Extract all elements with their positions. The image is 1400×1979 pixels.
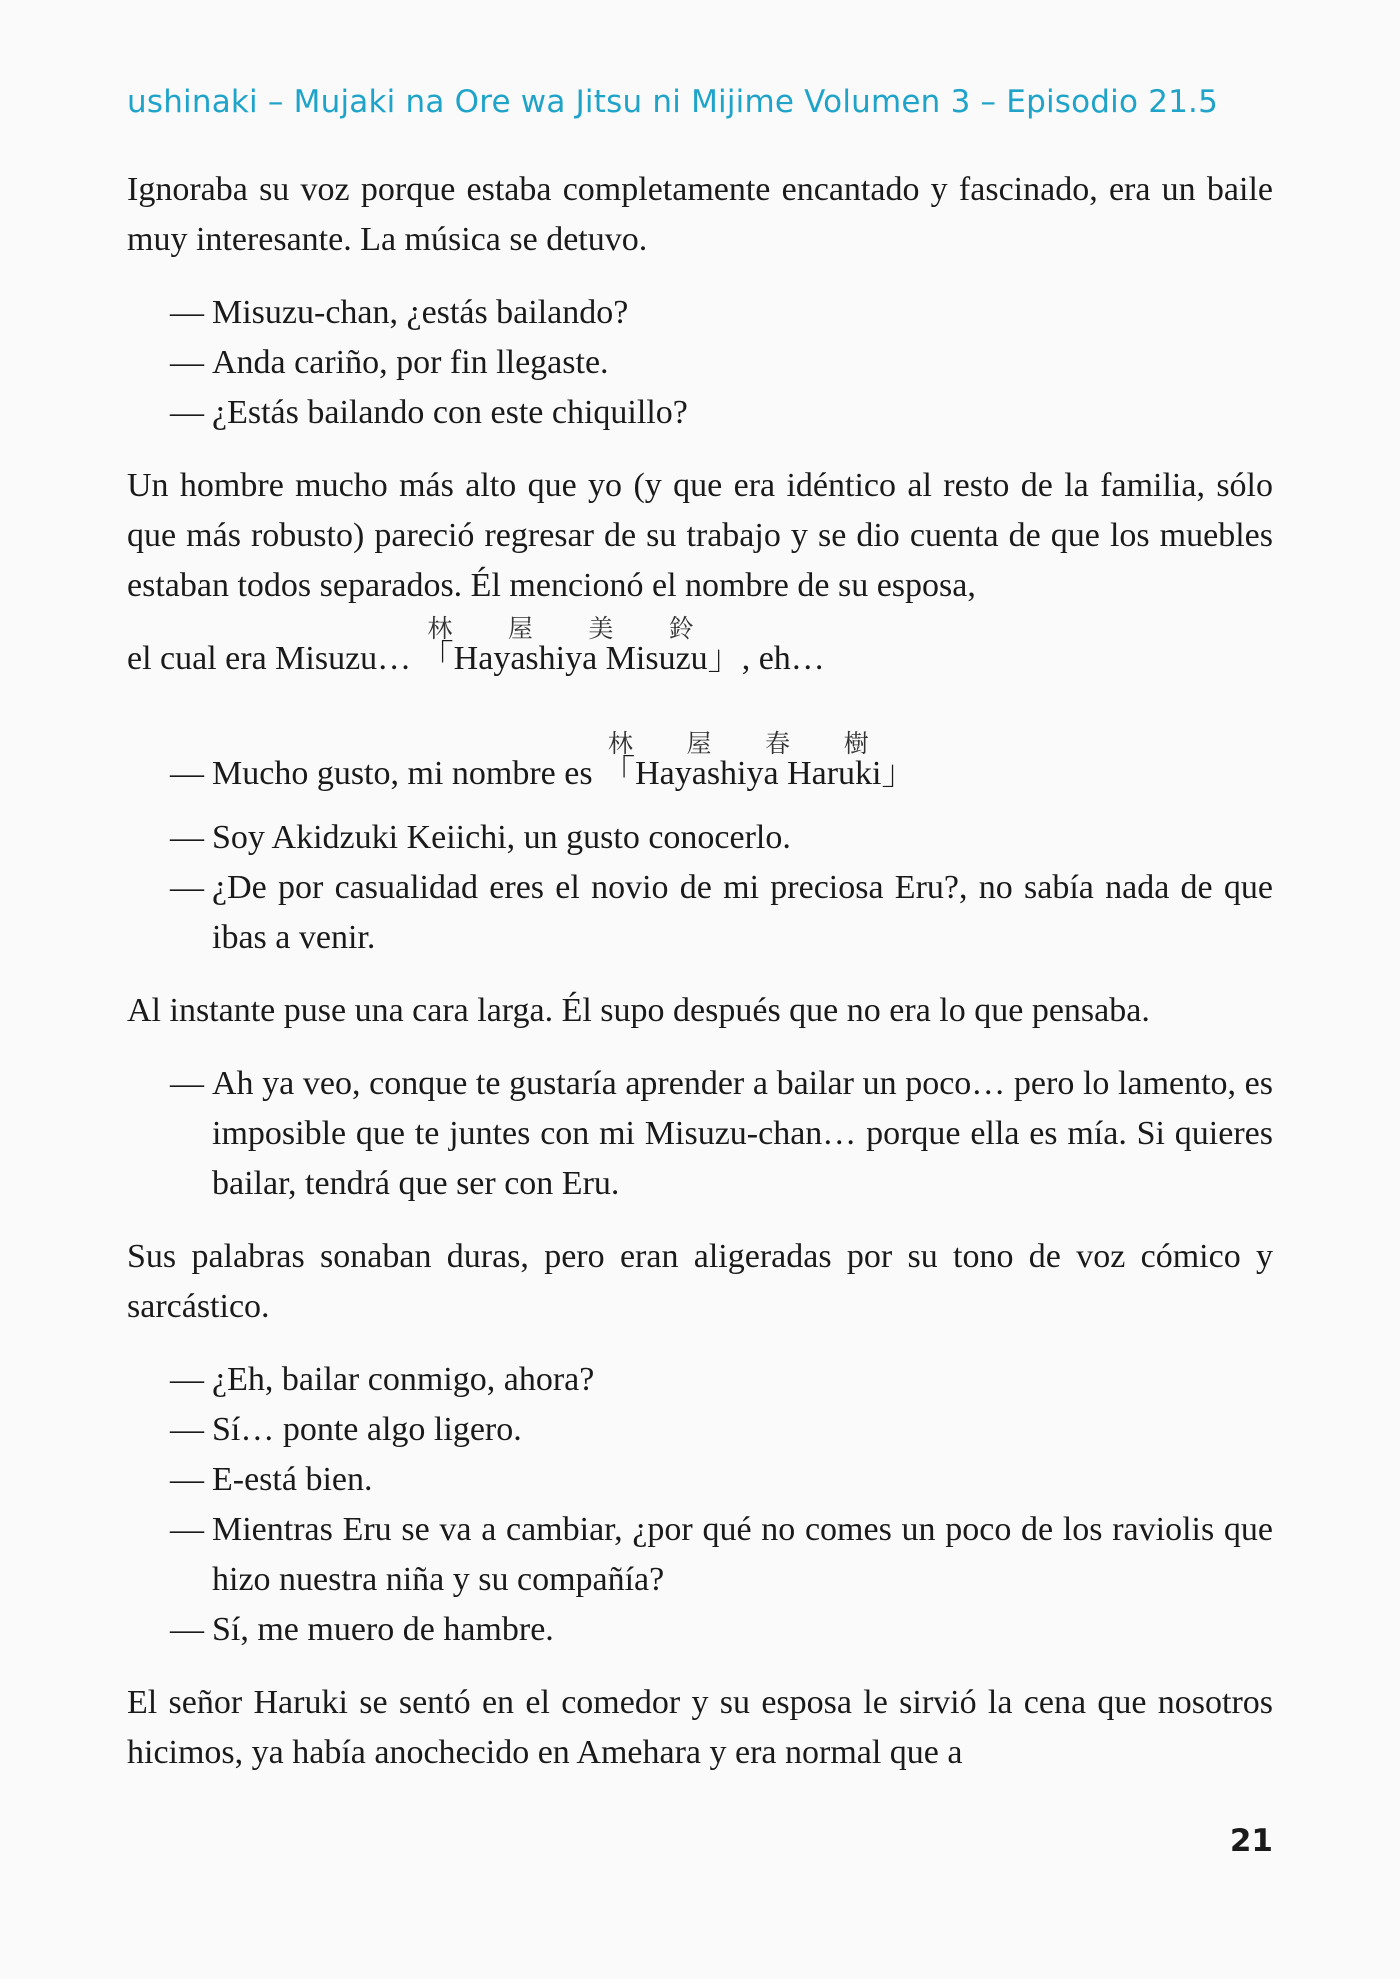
dialogue-line (127, 1605, 1273, 1655)
dialogue-line (127, 1455, 1273, 1505)
dialogue-text: Anda cariño, por fin llegaste. (212, 344, 609, 381)
dialogue-dash: — (170, 1065, 204, 1102)
dialogue-text: Mucho gusto, mi nombre es (212, 755, 602, 792)
dialogue-dash: — (170, 819, 204, 856)
dialogue-line (127, 730, 1273, 799)
dialogue-dash: — (170, 1361, 204, 1398)
paragraph: El señor Haruki se sentó en el comedor y su esposa le sirvió la cena que nosotros hicimos, ya había anochecido en Amehara y era normal que a (127, 1684, 1273, 1771)
dialogue-line (127, 813, 1273, 863)
dialogue-text: Mientras Eru se va a cambiar, ¿por qué no comes un poco de los raviolis que hizo nuestra niña y su compañía? (212, 1511, 1273, 1598)
paragraph: Al instante puse una cara larga. Él supo después que no era lo que pensaba. (127, 992, 1150, 1029)
name-with-furigana (419, 614, 742, 677)
dialogue-dash: — (170, 294, 204, 331)
ruby-kanji: 林屋春樹 (601, 729, 916, 758)
dialogue-text: ¿Eh, bailar conmigo, ahora? (212, 1361, 595, 1398)
body-text (127, 165, 1273, 1801)
dialogue-dash: — (170, 1611, 204, 1648)
paragraph-with-ruby (127, 615, 1273, 684)
dialogue-text: Misuzu-chan, ¿estás bailando? (212, 294, 629, 331)
dialogue-group (127, 288, 1273, 438)
dialogue-line (127, 338, 1273, 388)
dialogue-text: ¿De por casualidad eres el novio de mi preciosa Eru?, no sabía nada de que ibas a venir. (212, 869, 1273, 956)
ruby-base: 「Hayashiya Misuzu」 (419, 640, 742, 677)
dialogue-text: ¿Estás bailando con este chiquillo? (212, 394, 688, 431)
paragraph: Ignoraba su voz porque estaba completamente encantado y fascinado, era un baile muy interesante. La música se detuvo. (127, 171, 1273, 258)
dialogue-dash: — (170, 1411, 204, 1448)
dialogue-line (127, 288, 1273, 338)
ruby-base: 「Hayashiya Haruki」 (601, 755, 916, 792)
dialogue-dash: — (170, 1511, 204, 1548)
dialogue-group (127, 1355, 1273, 1655)
ruby-kanji: 林屋美鈴 (419, 614, 742, 643)
dialogue-line (127, 1505, 1273, 1605)
paragraph: Sus palabras sonaban duras, pero eran aligeradas por su tono de voz cómico y sarcástico. (127, 1238, 1273, 1325)
dialogue-group (127, 1059, 1273, 1209)
dialogue-dash: — (170, 869, 204, 906)
dialogue-dash: — (170, 394, 204, 431)
dialogue-dash: — (170, 344, 204, 381)
dialogue-line (127, 388, 1273, 438)
text: el cual era Misuzu… (127, 640, 420, 677)
dialogue-text: Ah ya veo, conque te gustaría aprender a bailar un poco… pero lo lamento, es imposible que te juntes con mi Misuzu-chan… porque ella es mía. Si quieres bailar, tendrá que ser con Eru. (212, 1065, 1273, 1202)
paragraph: Un hombre mucho más alto que yo (y que era idéntico al resto de la familia, sólo que más robusto) pareció regresar de su trabajo y se dio cuenta de que los muebles estaban todos separados. Él mencionó el nombre de su esposa, (127, 467, 1273, 604)
dialogue-text: Sí… ponte algo ligero. (212, 1411, 522, 1448)
page-number: 21 (1229, 1823, 1273, 1859)
dialogue-text: E-está bien. (212, 1461, 373, 1498)
dialogue-line (127, 1059, 1273, 1209)
running-header: ushinaki – Mujaki na Ore wa Jitsu ni Mijime Volumen 3 – Episodio 21.5 (127, 84, 1219, 120)
dialogue-text: Sí, me muero de hambre. (212, 1611, 554, 1648)
dialogue-dash: — (170, 755, 204, 792)
dialogue-line (127, 1355, 1273, 1405)
text: , eh… (741, 640, 825, 677)
dialogue-group (127, 730, 1273, 963)
dialogue-text: Soy Akidzuki Keiichi, un gusto conocerlo. (212, 819, 791, 856)
dialogue-dash: — (170, 1461, 204, 1498)
dialogue-line (127, 1405, 1273, 1455)
name-with-furigana (601, 729, 916, 792)
dialogue-line (127, 863, 1273, 963)
